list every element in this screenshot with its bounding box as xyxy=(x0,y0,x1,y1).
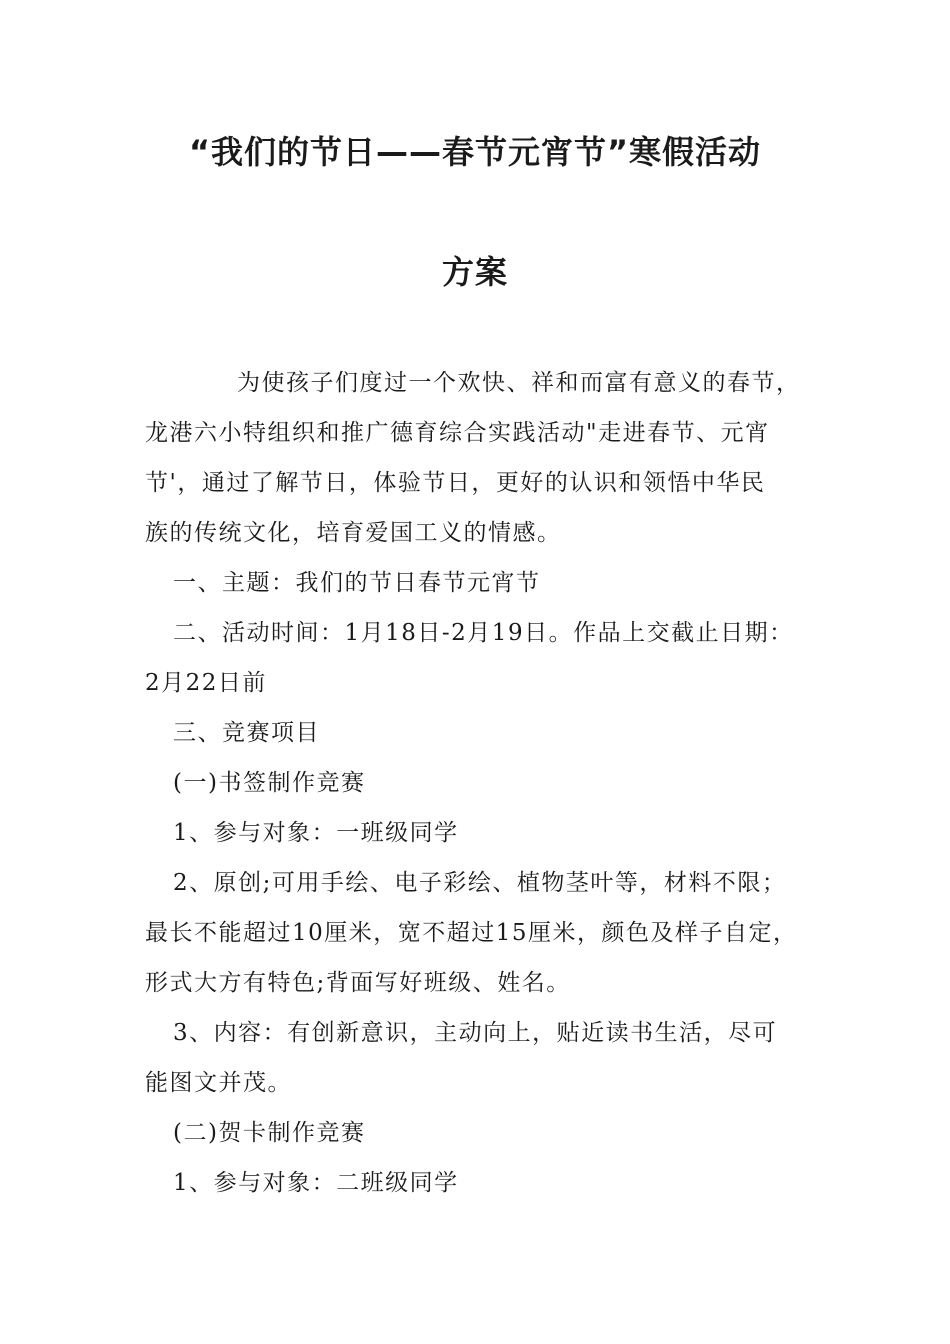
list-item: 3、内容：有创新意识，主动向上，贴近读书生活，尽可 xyxy=(173,1020,778,1046)
paragraph-line: 为使孩子们度过一个欢快、祥和而富有意义的春节， xyxy=(237,370,801,396)
paragraph-line: 形式大方有特色;背面写好班级、姓名。 xyxy=(145,970,571,996)
list-item: 1、参与对象：一班级同学 xyxy=(173,820,459,846)
paragraph-line: 最长不能超过10厘米，宽不超过15厘米，颜色及样子自定， xyxy=(145,920,798,946)
document-title-line-1: “我们的节日——春节元宵节”寒假活动 xyxy=(188,133,762,171)
subsection-greeting-card: (二)贺卡制作竞赛 xyxy=(173,1120,366,1146)
document-title-line-2: 方案 xyxy=(441,253,508,291)
list-item: 2、原创;可用手绘、电子彩绘、植物茎叶等，材料不限； xyxy=(173,870,787,896)
document-body xyxy=(145,358,810,1208)
list-item: 1、参与对象：二班级同学 xyxy=(173,1170,459,1196)
paragraph-line: 节'，通过了解节日，体验节日，更好的认识和领悟中华民 xyxy=(145,470,766,496)
paragraph-line: 族的传统文化，培育爱国工义的情感。 xyxy=(145,520,562,546)
paragraph-line: 2月22日前 xyxy=(145,670,267,696)
section-heading-items: 三、竞赛项目 xyxy=(173,720,320,746)
section-heading-theme: 一、主题：我们的节日春节元宵节 xyxy=(173,570,541,596)
section-heading-time: 二、活动时间：1月18日-2月19日。作品上交截止日期： xyxy=(173,620,794,646)
paragraph-line: 能图文并茂。 xyxy=(145,1070,292,1096)
paragraph-line: 龙港六小特组织和推广德育综合实践活动"走进春节、元宵 xyxy=(145,420,770,446)
subsection-bookmark: (一)书签制作竞赛 xyxy=(173,770,366,796)
